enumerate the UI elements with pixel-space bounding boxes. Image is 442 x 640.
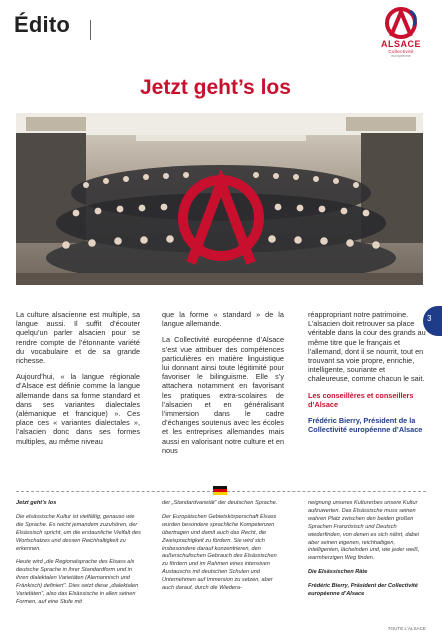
logo-subtitle: Collectivité: [388, 49, 414, 54]
logo-name: ALSACE: [380, 39, 421, 49]
title-divider: [90, 20, 91, 40]
german-column-1: [16, 500, 142, 613]
paragraph: Die elsässische Kultur ist vielfältig, genauso wie die Sprache. Es reicht jemandem zuzuhören, der Elsässisch spricht, um die erstaunliche Vielfalt des Wortschatzes und dessen Reichhaltigkeit zu erkennen.: [16, 513, 141, 552]
closing-heading: Les conseillères et conseillers d’Alsace: [308, 390, 414, 409]
paragraph: La culture alsacienne est multiple, sa langue aussi. Il suffit d’écouter quelqu’un parler alsacien pour se rendre compte de l’étonnante variété du vocabulaire et de sa grande richesse.: [16, 310, 140, 366]
french-column-2: [162, 310, 284, 462]
logo-tagline: européenne: [391, 54, 411, 58]
french-column-1: [16, 310, 140, 453]
alsace-logo-icon: [372, 6, 430, 40]
paragraph: La Collectivité européenne d’Alsace s’est vue attribuer des compétences particulières en matière linguistique lui donnant ainsi toute légitimité pour favoriser le bilinguisme. Elle s’y attachera notamment en favorisant les pratiques extra-scolaires de l’alsacien et en généralisant l’immersion dans le cadre d’échanges soutenus avec les écoles et les entreprises allemandes mais aussi en valorisant notre culture et en nous: [162, 335, 284, 455]
german-column-2: [162, 500, 284, 599]
paragraph: que la forme « standard » de la langue allemande.: [162, 310, 284, 329]
paragraph: der „Standardvarietät“ der deutschen Sprache.: [162, 500, 278, 506]
paragraph: Der Europäischen Gebietskörperschaft Elsass wurden besondere sprachliche Kompetenzen übertragen und damit auch das Recht, die Zweisprachigkeit zu fördern. Sie wird sich insbesondere darauf konzentrieren, den außerschulischen Gebrauch des Elsässischen zu fördern und im Rahmen eines intensiven Austauschs mit deutschen Schulen und Unternehmen auf Immersion zu setzen, aber auch darauf, durch die Wiedera-: [162, 513, 277, 592]
headline: Jetzt geht’s los: [140, 76, 291, 99]
german-flag-icon: [213, 486, 227, 495]
signature: Frédéric Bierry, Präsident der Collectivité européenne d’Alsace: [308, 583, 418, 598]
paragraph: neignung unseres Kulturerbes unsere Kultur aufzuwerten. Das Elsässische muss seinen wahren Platz zwischen den beiden großen Sprachen Französisch und Deutsch wiederfinden, von denen es sich nährt, dabei aber seinen eigenen, reichhaltigen, intelligenten, lächelnden und, wie jeder weiß, warmherzigen Weg finden.: [308, 500, 420, 562]
french-column-3: [308, 310, 426, 441]
group-photo-image: [16, 113, 423, 285]
section-title: Édito: [14, 12, 70, 37]
paragraph: Heute wird „die Regionalsprache des Elsass als deutsche Sprache in ihrer Standardform und in ihren dialektalen Varietäten (Alemannisch und Fränkisch) definiert“. Dies setzt diese „dialektalen Varietäten“, also das Elsässische in allen seinen Formen, auf eine Stufe mit: [16, 559, 139, 605]
german-title: Jetzt geht’s los: [16, 500, 57, 506]
paragraph: réappropriant notre patrimoine. L’alsacien doit retrouver sa place véritable dans la cour des grands au même titre que le français et l’allemand, dont il se nourrit, tout en trouvant sa voie propre, enrichie, intelligente, souriante et chaleureuse, comme chacun le sait.: [308, 310, 426, 384]
alsace-logo: [372, 6, 430, 58]
group-photo: [16, 113, 423, 285]
page-number: 3: [427, 314, 432, 323]
signature: Frédéric Bierry, Président de la Collectivité européenne d’Alsace: [308, 416, 423, 435]
closing-heading: Die Elsässischen Räte: [308, 569, 368, 576]
german-column-3: [308, 500, 426, 605]
footer-label: TOUTE L’ALSACE: [387, 626, 426, 631]
paragraph: Aujourd’hui, « la langue régionale d’Alsace est définie comme la langue allemande dans sa forme standard et dans ses variantes dialectales (alémanique et francique) ». Ces place ces « variantes dialectales », l’alsacien donc dans ses formes multiples, au même niveau: [16, 372, 140, 446]
